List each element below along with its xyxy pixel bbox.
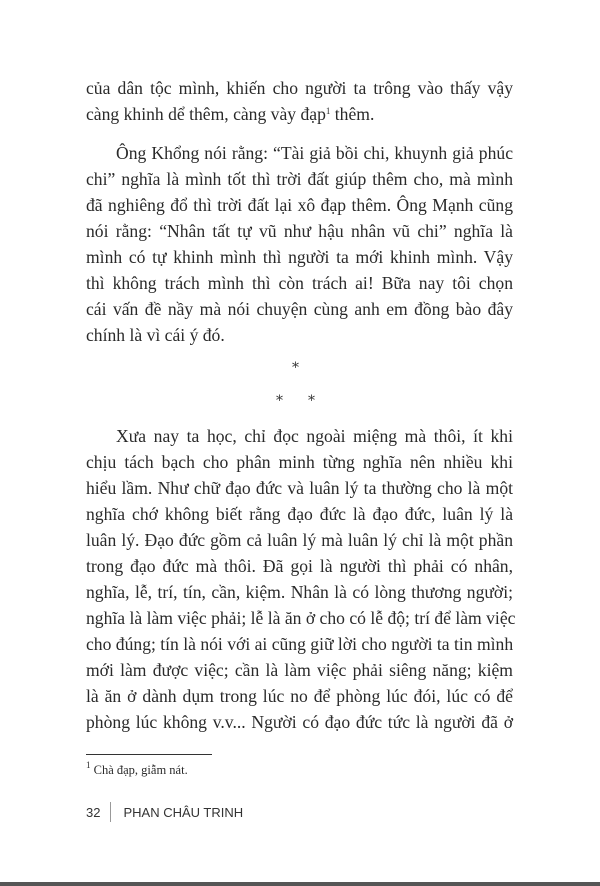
text-line: chính là vì cái ý đó. — [86, 325, 225, 345]
text-line: cho đúng; tín là nói với ai cũng giữ lời cho người ta tin mình — [86, 634, 514, 654]
text-line: của dân tộc mình, khiến cho người ta trông vào thấy vậy — [86, 78, 513, 98]
page-footer — [86, 802, 243, 822]
text-line: chi” nghĩa là mình tốt thì trời đất giúp thêm cho, mà mình — [86, 169, 513, 189]
asterisk: * — [308, 393, 315, 409]
text-line — [86, 101, 513, 127]
asterisk: * — [292, 360, 299, 376]
page-number: 32 — [86, 804, 101, 820]
text-line: là ăn ở dành dụm trong lúc no để phòng lúc đói, lúc có để — [86, 686, 513, 706]
text-line: luân lý. Đạo đức gồm cả luân lý mà luân lý chỉ là một phần — [86, 530, 513, 550]
text-line: hiểu lầm. Như chữ đạo đức và luân lý ta thường cho là một — [86, 478, 513, 498]
text-line: mới làm được việc; cần là làm việc phải siêng năng; kiệm — [86, 660, 513, 680]
footnote — [86, 762, 188, 778]
text-line: trong đạo đức mà thôi. Đã gọi là người thì phải có nhân, — [86, 556, 513, 576]
body-text-bottom — [86, 423, 516, 748]
text-line: phòng lúc không v.v... Người có đạo đức tức là người đã ở — [86, 712, 513, 732]
footnote-text: Chà đạp, giẫm nát. — [90, 763, 188, 777]
footer-divider — [110, 802, 111, 822]
text-line: cái vấn đề nầy mà nói chuyện cùng anh em đồng bào đây — [86, 299, 513, 319]
text-line: Ông Khổng nói rằng: “Tài giả bồi chi, khuynh giả phúc — [116, 143, 513, 163]
paragraph-1 — [86, 75, 513, 127]
footnote-ref[interactable]: 1 — [325, 106, 331, 116]
text-line: Xưa nay ta học, chỉ đọc ngoài miệng mà thôi, ít khi — [116, 426, 513, 446]
footnote-mark: 1 — [86, 760, 91, 770]
text-line: chịu tách bạch cho phân minh từng nghĩa nên nhiều khi — [86, 452, 513, 472]
text-line: mình có tự khinh mình thì người ta mới khinh mình. Vậy — [86, 247, 513, 267]
text-line: nghĩa chớ không biết rằng đạo đức là đạo đức, luân lý là — [86, 504, 513, 524]
text-line: thì không trách mình thì còn trách ai! Bữa nay tôi chọn — [86, 273, 513, 293]
text-line: nghĩa, lễ, trí, tín, cần, kiệm. Nhân là có lòng thương người; — [86, 582, 513, 602]
text-line: nói rằng: “Nhân tất tự vũ như hậu nhân vũ chi” nghĩa là — [86, 221, 513, 241]
text-span: thêm. — [330, 104, 375, 124]
text-span: càng khinh dể thêm, càng vày đạp — [86, 104, 326, 124]
text-line: đã nghiêng đổ thì trời đất lại xô đạp thêm. Ông Mạnh cũng — [86, 195, 513, 215]
running-head: PHAN CHÂU TRINH — [123, 804, 244, 820]
text-line: nghĩa là làm việc phải; lễ là ăn ở cho có lễ độ; trí để làm việc — [86, 608, 516, 628]
asterisk: * — [276, 393, 283, 409]
paragraph-3 — [86, 423, 516, 735]
viewer-bottom-edge — [0, 882, 600, 886]
paragraph-2 — [86, 140, 513, 348]
footnote-divider — [86, 754, 212, 755]
body-text-top — [86, 75, 513, 361]
